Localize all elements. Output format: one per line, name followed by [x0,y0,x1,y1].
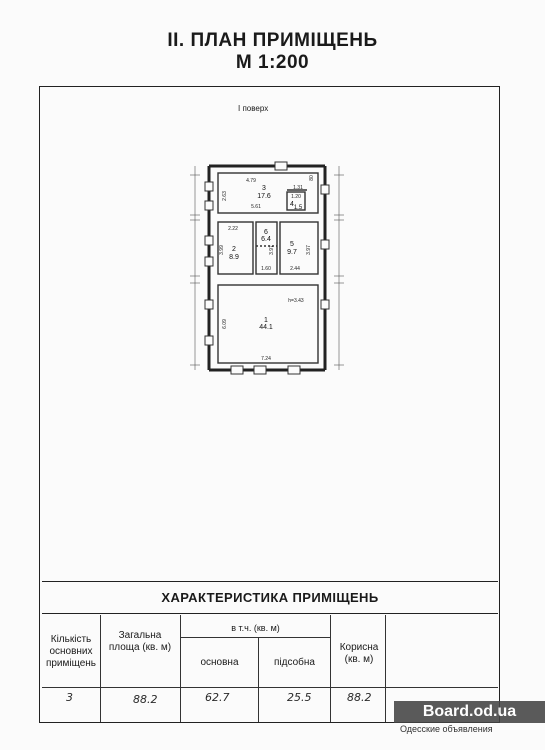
page-title: II. ПЛАН ПРИМІЩЕНЬ [167,30,378,51]
dim-label: h=3.43 [288,298,304,304]
room-3-area: 17.6 [257,193,271,200]
value-rooms-count: 3 [66,691,73,704]
characteristics-title: ХАРАКТЕРИСТИКА ПРИМІЩЕНЬ [42,581,498,614]
room-1-area: 44.1 [259,324,273,331]
room-1-number: 1 [264,317,268,324]
table-divider [180,637,330,638]
dim-label: 5.61 [251,204,261,210]
header-auxiliary: підсобна [274,657,315,668]
dim-label: 3.97 [269,245,275,255]
value-total-area: 88.2 [133,693,158,706]
dim-label: 4.79 [246,178,256,184]
header-including: в т.ч. (кв. м) [231,623,280,633]
room-3-number: 3 [262,185,266,192]
table-divider [42,687,498,688]
dim-label: 1.31 [293,185,303,191]
value-useful-area: 88.2 [347,691,372,704]
header-rooms-count: Кількість основних приміщень [45,634,97,669]
dim-label: 2.22 [228,226,238,232]
floor-label: I поверх [238,104,269,113]
room-4-area: 1.5 [293,205,303,211]
value-main-area: 62.7 [205,691,230,704]
watermark-logo: Board.od.ua [394,701,545,723]
table-divider [100,615,101,722]
room-2-area: 8.9 [229,254,239,261]
table-divider [330,615,331,722]
dim-label: 6.09 [222,319,228,329]
room-5-number: 5 [290,241,294,248]
dim-label: 2.63 [222,191,228,201]
dim-label: 3.97 [306,245,312,255]
table-divider [258,637,259,722]
header-main: основна [200,657,239,668]
value-auxiliary-area: 25.5 [287,691,312,704]
dim-label: 80 [309,175,315,181]
watermark-subtitle: Одесские объявления [400,724,493,734]
room-2-number: 2 [232,246,236,253]
room-5-area: 9.7 [287,249,297,256]
header-useful: Корисна (кв. м) [339,642,379,665]
dim-label: 7.24 [261,356,271,362]
table-divider [385,615,386,722]
dim-label: 1.20 [291,194,301,200]
room-4-number: 4 [290,201,294,208]
room-6-number: 6 [264,229,268,236]
room-6-area: 6.4 [261,236,271,243]
dim-label: 1.60 [261,266,271,272]
header-total-area: Загальна площа (кв. м) [108,630,172,653]
dim-label: 2.44 [290,266,300,272]
scale-label: М 1:200 [235,52,310,73]
dim-label: 3.99 [219,245,225,255]
